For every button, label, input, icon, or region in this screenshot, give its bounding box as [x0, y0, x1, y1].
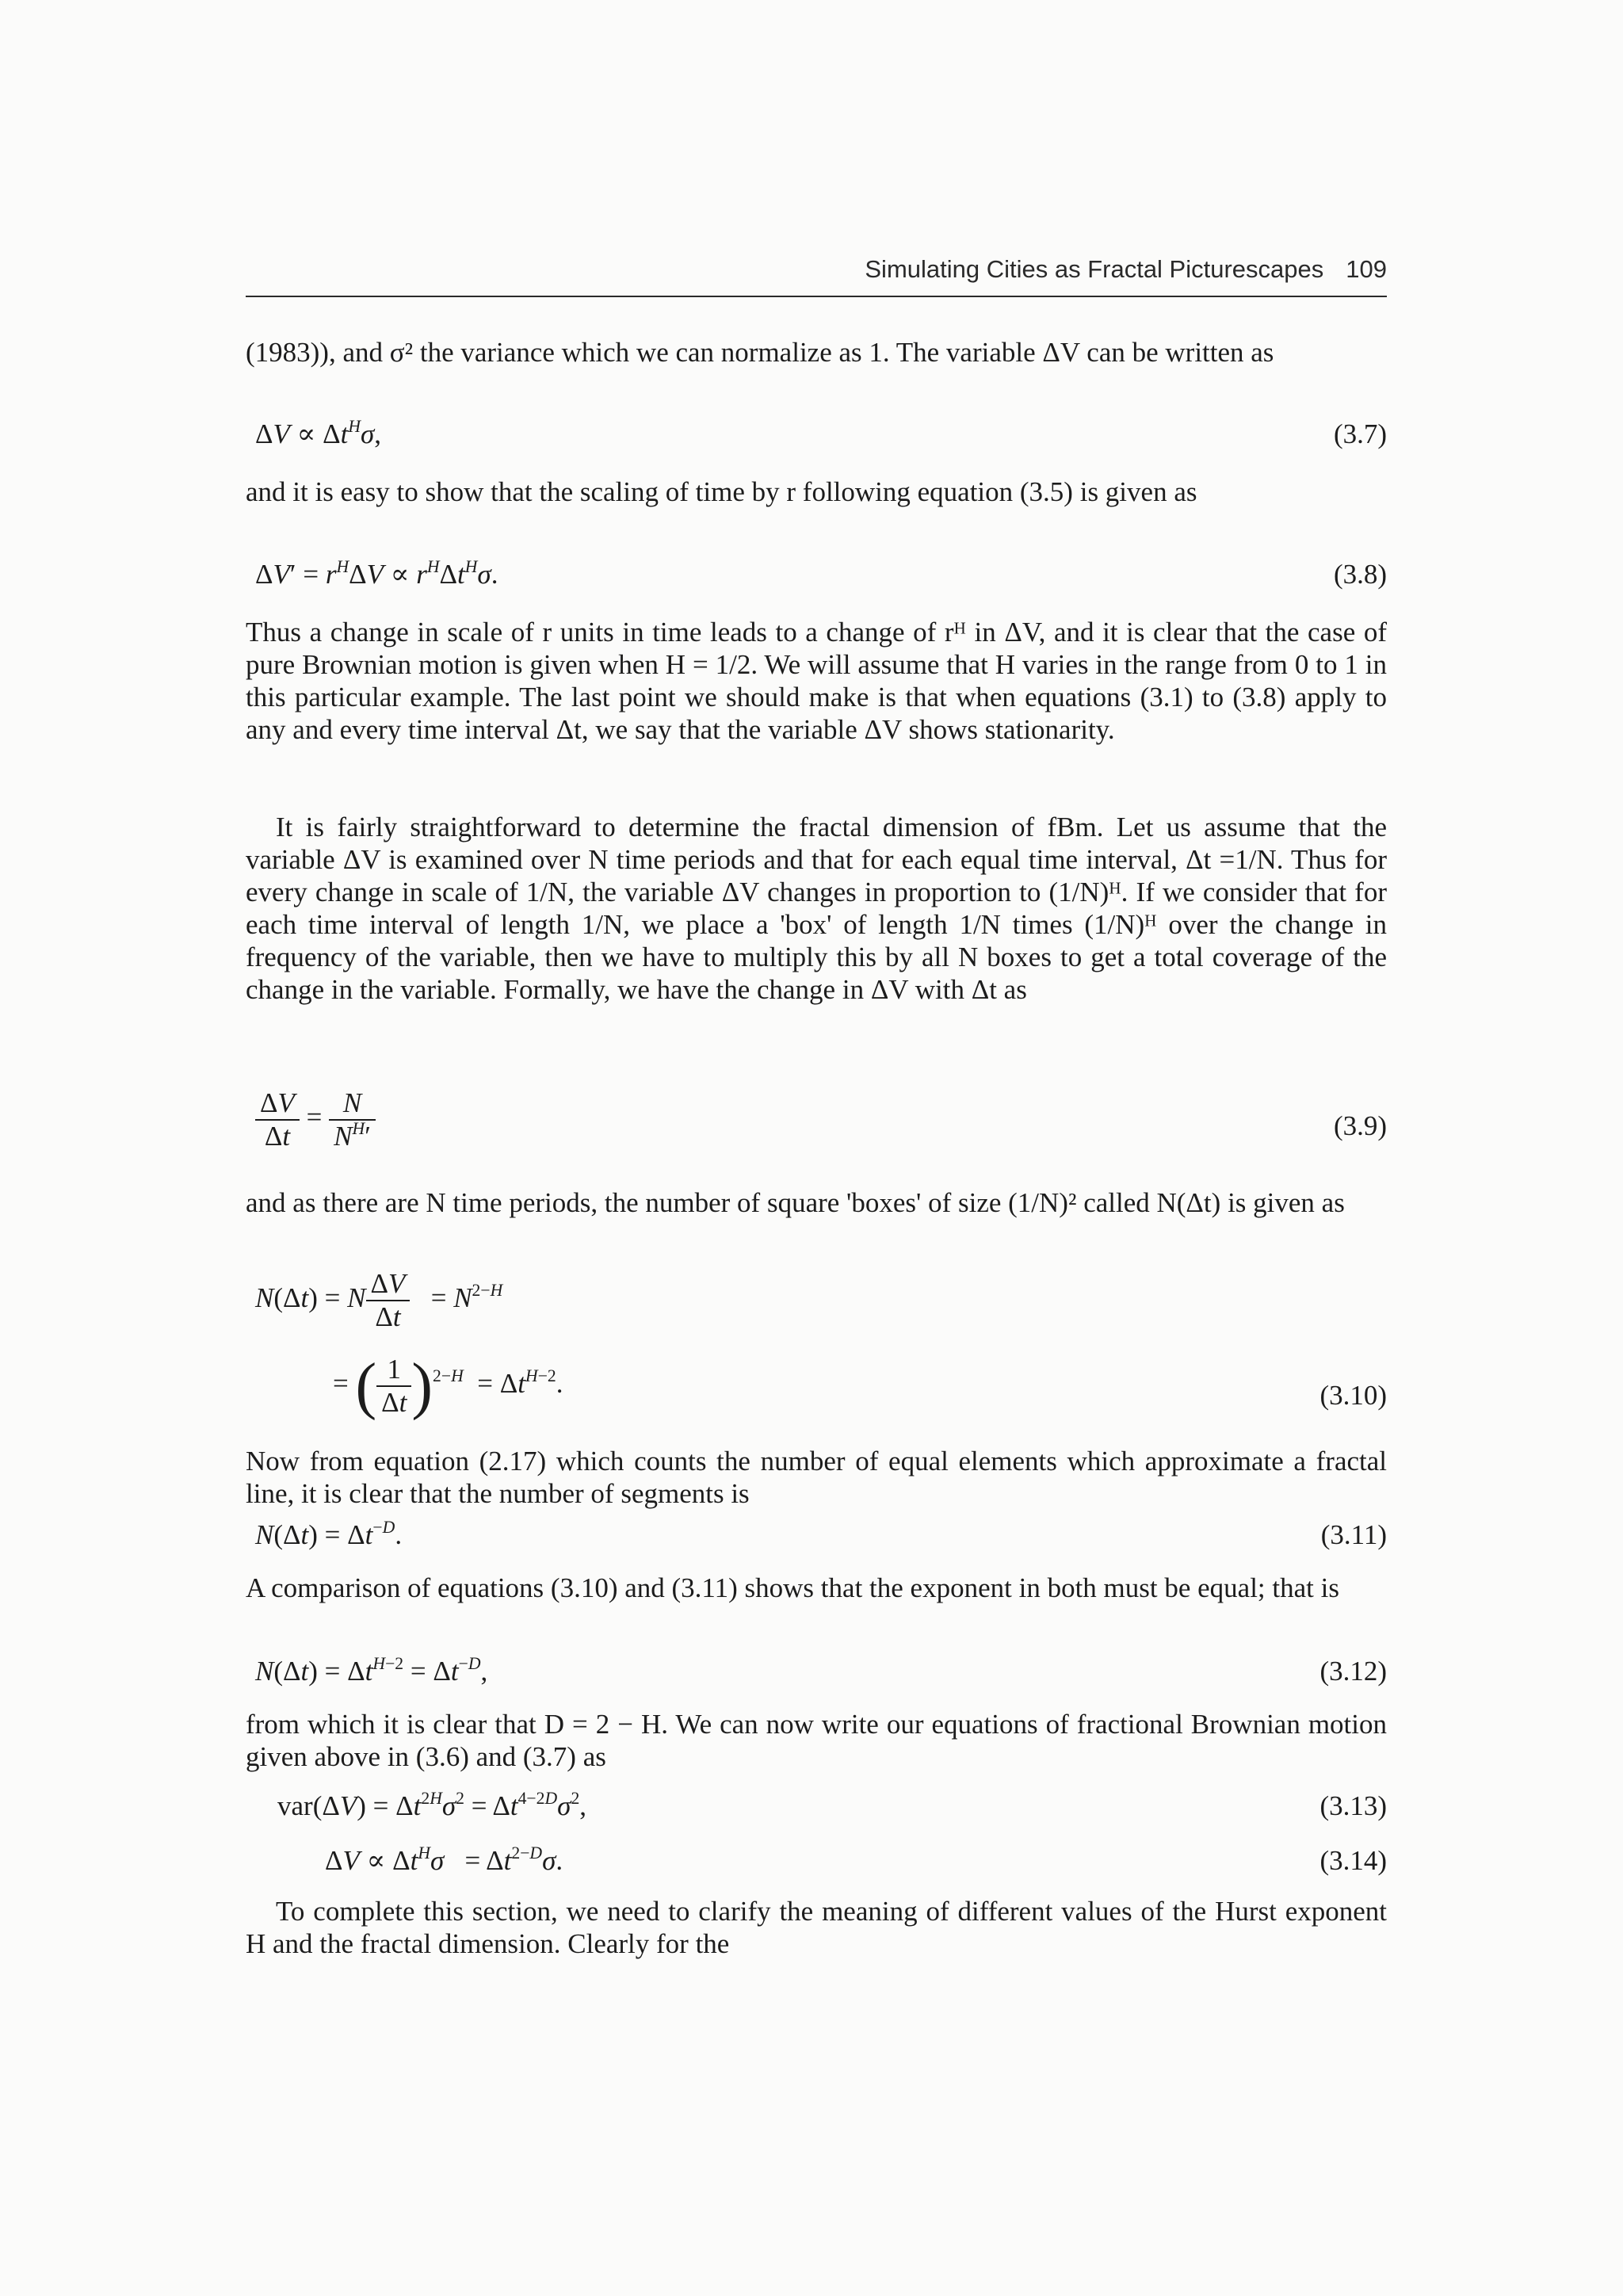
paragraph-8 — [246, 1708, 1387, 1773]
equation-3-13-expr: $var(\Delta V) = \Delta t^{2H}\sigma^2 = \Delta t^{4-2D}\sigma^2$, — [277, 1788, 587, 1821]
paragraph-2-text: and it is easy to show that the scaling of time by r following equation (3.5) is given as — [246, 476, 1197, 507]
equation-3-10 — [246, 1260, 1387, 1427]
equation-3-8 — [246, 558, 1387, 593]
paragraph-4-text: It is fairly straightforward to determine the fractal dimension of fBm. Let us assume that the variable ΔV is examined over N time periods and that for each equal time interval, Δt =1/N. Thus for every change in scale of 1/N, the variable ΔV changes in proportion to (1/N)ᴴ. If we consider that for each time interval of length 1/N, we place a 'box' of length 1/N times (1/N)ᴴ over the change in frequency of the variable, then we have to multiply this by all N boxes to get a total coverage of the change in the variable. Formally, we have the change in ΔV with Δt as — [246, 812, 1387, 1005]
equation-3-14 — [246, 1844, 1387, 1879]
equation-3-10-number: (3.10) — [1319, 1380, 1387, 1411]
equation-3-9-expr: $\frac{\Delta V}{\Delta t}$ = $\frac{N}{N^H'}$ — [255, 1087, 376, 1152]
equation-3-10-line-2: = ( $\frac{1}{\Delta t}$ )$^{2-H} = \Delta t^{H-2}$. — [333, 1351, 563, 1421]
equation-3-11 — [246, 1519, 1387, 1553]
header-rule — [246, 296, 1387, 297]
equation-3-13-number: (3.13) — [1319, 1790, 1387, 1821]
equation-3-14-expr: $\Delta V \propto \Delta t^H\sigma = \Delta t^{2-D}\sigma$. — [325, 1843, 563, 1876]
paragraph-8-text: from which it is clear that D = 2 − H. We can now write our equations of fractional Brownian motion given above in (3.6) and (3.7) as — [246, 1709, 1387, 1772]
paragraph-1 — [246, 336, 1387, 369]
equation-3-11-expr: $N(\Delta t) = \Delta t^{-D}$. — [255, 1517, 403, 1550]
paragraph-2 — [246, 476, 1387, 508]
paragraph-7 — [246, 1572, 1387, 1604]
paragraph-6 — [246, 1445, 1387, 1510]
page-number: 109 — [1346, 255, 1387, 283]
running-header — [246, 255, 1387, 284]
equation-3-7-number: (3.7) — [1333, 418, 1387, 449]
equation-3-7 — [246, 418, 1387, 453]
paragraph-9 — [246, 1895, 1387, 1960]
equation-3-10-line-1: N(Δt) = N $\frac{\Delta V}{\Delta t}$ = $N^{2-H}$ — [255, 1268, 503, 1332]
paragraph-6-text: Now from equation (2.17) which counts the number of equal elements which approximate a fractal line, it is clear that the number of segments is — [246, 1446, 1387, 1509]
paragraph-9-text: To complete this section, we need to clarify the meaning of different values of the Hurst exponent H and the fractal dimension. Clearly for the — [246, 1896, 1387, 1959]
paragraph-3 — [246, 616, 1387, 746]
paragraph-5-text: and as there are N time periods, the number of square 'boxes' of size (1/N)² called N(Δt) is given as — [246, 1187, 1345, 1218]
equation-3-8-number: (3.8) — [1333, 559, 1387, 590]
equation-3-14-number: (3.14) — [1319, 1845, 1387, 1876]
equation-3-12-expr: $N(\Delta t) = \Delta t^{H-2} = \Delta t^{-D}$, — [255, 1653, 488, 1687]
equation-3-9-number: (3.9) — [1333, 1110, 1387, 1141]
paragraph-1-text: (1983)), and σ² the variance which we can normalize as 1. The variable ΔV can be written as — [246, 337, 1274, 368]
equation-3-13 — [246, 1790, 1387, 1824]
equation-3-8-expr: $\Delta V' = r^H\Delta V \propto r^H\Delta t^H\sigma$. — [255, 556, 498, 590]
running-title: Simulating Cities as Fractal Picturescapes — [865, 255, 1324, 283]
paragraph-3-text: Thus a change in scale of r units in time leads to a change of rᴴ in ΔV, and it is clear that the case of pure Brownian motion is given when H = 1/2. We will assume that H varies in the range from 0 to 1 in this particular example. The last point we should make is that when equations (3.1) to (3.8) apply to any and every time interval Δt, we say that the variable ΔV shows stationarity. — [246, 617, 1387, 745]
equation-3-7-expr: $\Delta V \propto \Delta t^H\sigma$, — [255, 416, 382, 449]
paragraph-5 — [246, 1186, 1387, 1219]
equation-3-12 — [246, 1655, 1387, 1690]
paragraph-4 — [246, 811, 1387, 1006]
equation-3-9 — [246, 1087, 1387, 1163]
equation-3-11-number: (3.11) — [1320, 1519, 1387, 1550]
paragraph-7-text: A comparison of equations (3.10) and (3.11) shows that the exponent in both must be equal; that is — [246, 1572, 1339, 1603]
equation-3-12-number: (3.12) — [1319, 1656, 1387, 1687]
